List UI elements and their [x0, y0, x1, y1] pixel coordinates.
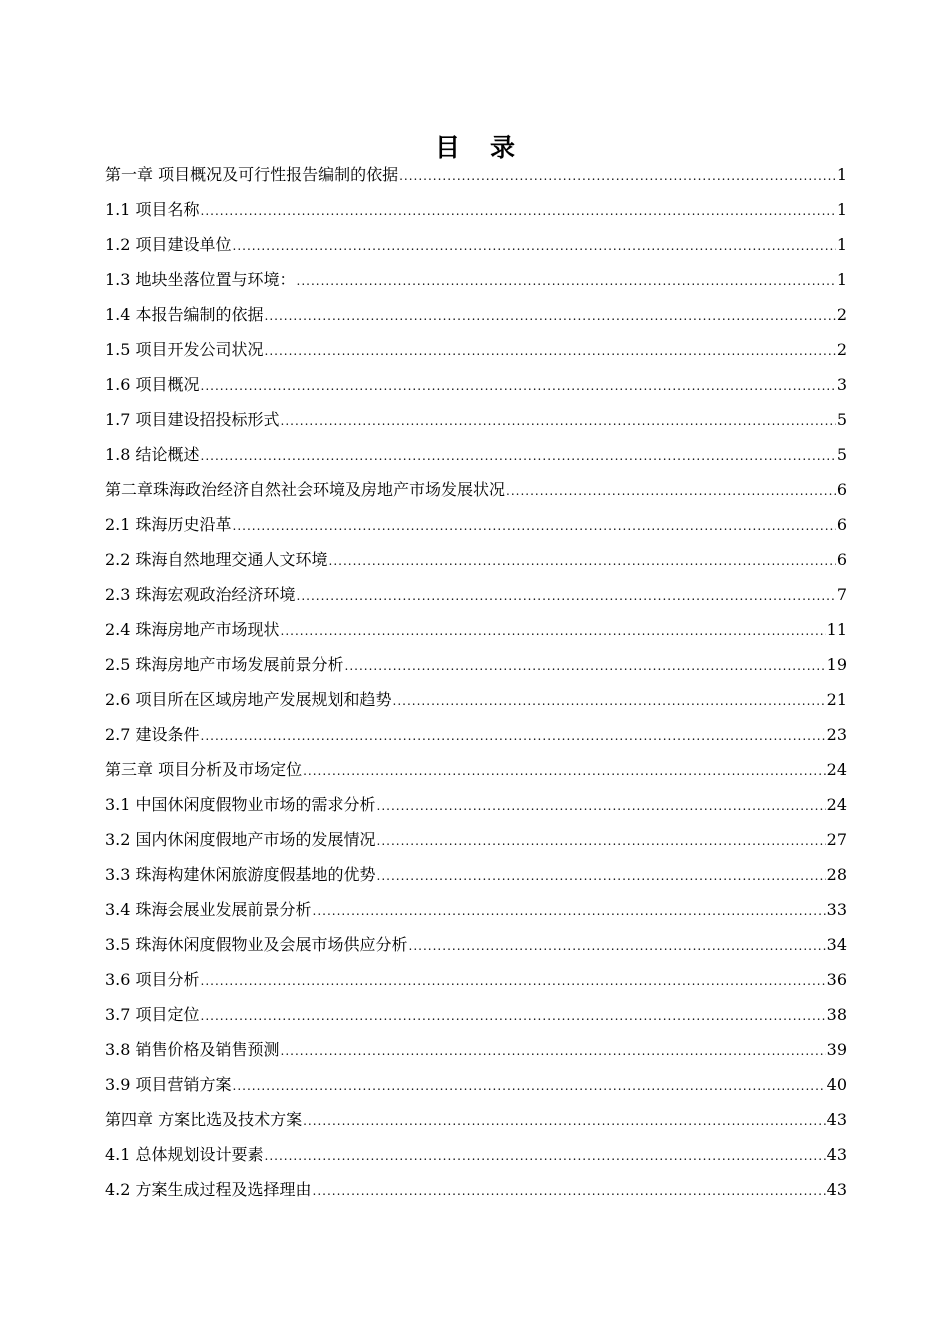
- toc-entry-label: 3.5 珠海休闲度假物业及会展市场供应分析: [105, 935, 408, 954]
- toc-entry-label: 2.6 项目所在区域房地产发展规划和趋势: [105, 690, 392, 709]
- toc-entry-page-number: 11: [826, 620, 847, 639]
- toc-entry-label: 1.3 地块坐落位置与环境：: [105, 270, 296, 289]
- toc-leader-dots: [506, 474, 836, 509]
- toc-leader-dots: [303, 754, 826, 789]
- toc-entry[interactable]: [105, 192, 847, 227]
- toc-entry-label: 2.1 珠海历史沿革: [105, 515, 232, 534]
- toc-entry-page-number: 1: [836, 235, 847, 254]
- toc-leader-dots: [393, 684, 826, 719]
- toc-entry-label: 第一章 项目概况及可行性报告编制的依据: [105, 165, 399, 184]
- toc-entry[interactable]: [105, 437, 847, 472]
- toc-leader-dots: [313, 1174, 826, 1209]
- toc-entry[interactable]: [105, 752, 847, 787]
- toc-entry-label: 第二章珠海政治经济自然社会环境及房地产市场发展状况: [105, 480, 506, 499]
- toc-entry[interactable]: [105, 297, 847, 332]
- toc-entry-page-number: 6: [836, 480, 847, 499]
- toc-entry-label: 3.9 项目营销方案: [105, 1075, 232, 1094]
- toc-entry[interactable]: [105, 892, 847, 927]
- toc-leader-dots: [265, 299, 836, 334]
- toc-entry-page-number: 7: [836, 585, 847, 604]
- toc-leader-dots: [377, 859, 826, 894]
- toc-leader-dots: [399, 159, 836, 194]
- toc-leader-dots: [281, 614, 826, 649]
- toc-entry-label: 1.1 项目名称: [105, 200, 200, 219]
- toc-entry-page-number: 28: [826, 865, 847, 884]
- toc-entry[interactable]: [105, 647, 847, 682]
- toc-leader-dots: [201, 194, 836, 229]
- toc-leader-dots: [201, 999, 826, 1034]
- toc-entry[interactable]: [105, 682, 847, 717]
- toc-entry[interactable]: [105, 1067, 847, 1102]
- toc-entry-page-number: 33: [826, 900, 847, 919]
- toc-leader-dots: [313, 894, 826, 929]
- toc-entry-label: 3.6 项目分析: [105, 970, 200, 989]
- toc-entry-page-number: 6: [836, 515, 847, 534]
- toc-leader-dots: [233, 1069, 826, 1104]
- toc-entry-label: 1.6 项目概况: [105, 375, 200, 394]
- toc-entry[interactable]: [105, 822, 847, 857]
- toc-leader-dots: [409, 929, 826, 964]
- toc-leader-dots: [265, 1139, 826, 1174]
- toc-entry-page-number: 1: [836, 270, 847, 289]
- toc-entry[interactable]: [105, 577, 847, 612]
- toc-entry-page-number: 19: [826, 655, 847, 674]
- toc-leader-dots: [345, 649, 826, 684]
- toc-entry[interactable]: [105, 612, 847, 647]
- toc-entry[interactable]: [105, 367, 847, 402]
- toc-leader-dots: [233, 509, 836, 544]
- toc-entry-label: 3.1 中国休闲度假物业市场的需求分析: [105, 795, 376, 814]
- table-of-contents: [105, 157, 847, 1207]
- toc-entry[interactable]: [105, 472, 847, 507]
- toc-entry-label: 3.4 珠海会展业发展前景分析: [105, 900, 312, 919]
- toc-leader-dots: [265, 334, 836, 369]
- toc-entry[interactable]: [105, 507, 847, 542]
- toc-leader-dots: [201, 439, 836, 474]
- toc-entry-label: 第三章 项目分析及市场定位: [105, 760, 303, 779]
- toc-entry-page-number: 43: [826, 1110, 847, 1129]
- toc-entry[interactable]: [105, 262, 847, 297]
- toc-entry-label: 1.7 项目建设招投标形式: [105, 410, 280, 429]
- toc-entry[interactable]: [105, 157, 847, 192]
- toc-entry[interactable]: [105, 227, 847, 262]
- toc-entry[interactable]: [105, 787, 847, 822]
- toc-entry-label: 1.5 项目开发公司状况: [105, 340, 264, 359]
- toc-entry-label: 4.1 总体规划设计要素: [105, 1145, 264, 1164]
- toc-entry-page-number: 23: [826, 725, 847, 744]
- toc-entry-page-number: 43: [826, 1180, 847, 1199]
- toc-entry-label: 1.8 结论概述: [105, 445, 200, 464]
- toc-entry-page-number: 2: [836, 340, 847, 359]
- toc-entry[interactable]: [105, 402, 847, 437]
- toc-entry-page-number: 21: [826, 690, 847, 709]
- toc-entry-label: 3.3 珠海构建休闲旅游度假基地的优势: [105, 865, 376, 884]
- toc-entry-page-number: 39: [826, 1040, 847, 1059]
- toc-entry-label: 3.2 国内休闲度假地产市场的发展情况: [105, 830, 376, 849]
- toc-entry-label: 2.7 建设条件: [105, 725, 200, 744]
- toc-entry-page-number: 3: [836, 375, 847, 394]
- toc-entry-page-number: 27: [826, 830, 847, 849]
- toc-entry-page-number: 5: [836, 410, 847, 429]
- toc-entry[interactable]: [105, 1137, 847, 1172]
- toc-entry-label: 2.2 珠海自然地理交通人文环境: [105, 550, 328, 569]
- toc-entry-page-number: 43: [826, 1145, 847, 1164]
- toc-entry[interactable]: [105, 332, 847, 367]
- toc-entry-label: 2.5 珠海房地产市场发展前景分析: [105, 655, 344, 674]
- toc-leader-dots: [201, 369, 836, 404]
- toc-entry-page-number: 5: [836, 445, 847, 464]
- toc-entry-label: 2.3 珠海宏观政治经济环境: [105, 585, 296, 604]
- toc-entry-page-number: 24: [826, 760, 847, 779]
- toc-entry-page-number: 2: [836, 305, 847, 324]
- toc-entry-page-number: 36: [826, 970, 847, 989]
- toc-leader-dots: [281, 1034, 826, 1069]
- toc-entry[interactable]: [105, 962, 847, 997]
- toc-entry-page-number: 34: [826, 935, 847, 954]
- toc-leader-dots: [281, 404, 836, 439]
- toc-entry-page-number: 1: [836, 200, 847, 219]
- toc-entry-page-number: 40: [826, 1075, 847, 1094]
- toc-leader-dots: [297, 264, 836, 299]
- toc-leader-dots: [201, 964, 826, 999]
- toc-entry[interactable]: [105, 1172, 847, 1207]
- page-title: 目录: [434, 133, 545, 162]
- toc-entry-label: 第四章 方案比选及技术方案: [105, 1110, 303, 1129]
- toc-entry[interactable]: [105, 997, 847, 1032]
- toc-leader-dots: [303, 1104, 826, 1139]
- toc-entry-label: 1.4 本报告编制的依据: [105, 305, 264, 324]
- toc-entry[interactable]: [105, 1102, 847, 1137]
- toc-entry-label: 3.7 项目定位: [105, 1005, 200, 1024]
- toc-leader-dots: [329, 544, 836, 579]
- toc-leader-dots: [377, 789, 826, 824]
- toc-entry[interactable]: [105, 857, 847, 892]
- toc-leader-dots: [201, 719, 826, 754]
- toc-entry-label: 1.2 项目建设单位: [105, 235, 232, 254]
- toc-entry-label: 2.4 珠海房地产市场现状: [105, 620, 280, 639]
- toc-entry[interactable]: [105, 927, 847, 962]
- toc-entry-page-number: 6: [836, 550, 847, 569]
- toc-entry-page-number: 38: [826, 1005, 847, 1024]
- toc-entry-label: 3.8 销售价格及销售预测: [105, 1040, 280, 1059]
- toc-leader-dots: [297, 579, 836, 614]
- toc-leader-dots: [233, 229, 836, 264]
- toc-leader-dots: [377, 824, 826, 859]
- toc-entry[interactable]: [105, 542, 847, 577]
- toc-entry-page-number: 24: [826, 795, 847, 814]
- toc-entry[interactable]: [105, 717, 847, 752]
- toc-entry-label: 4.2 方案生成过程及选择理由: [105, 1180, 312, 1199]
- toc-entry[interactable]: [105, 1032, 847, 1067]
- toc-entry-page-number: 1: [836, 165, 847, 184]
